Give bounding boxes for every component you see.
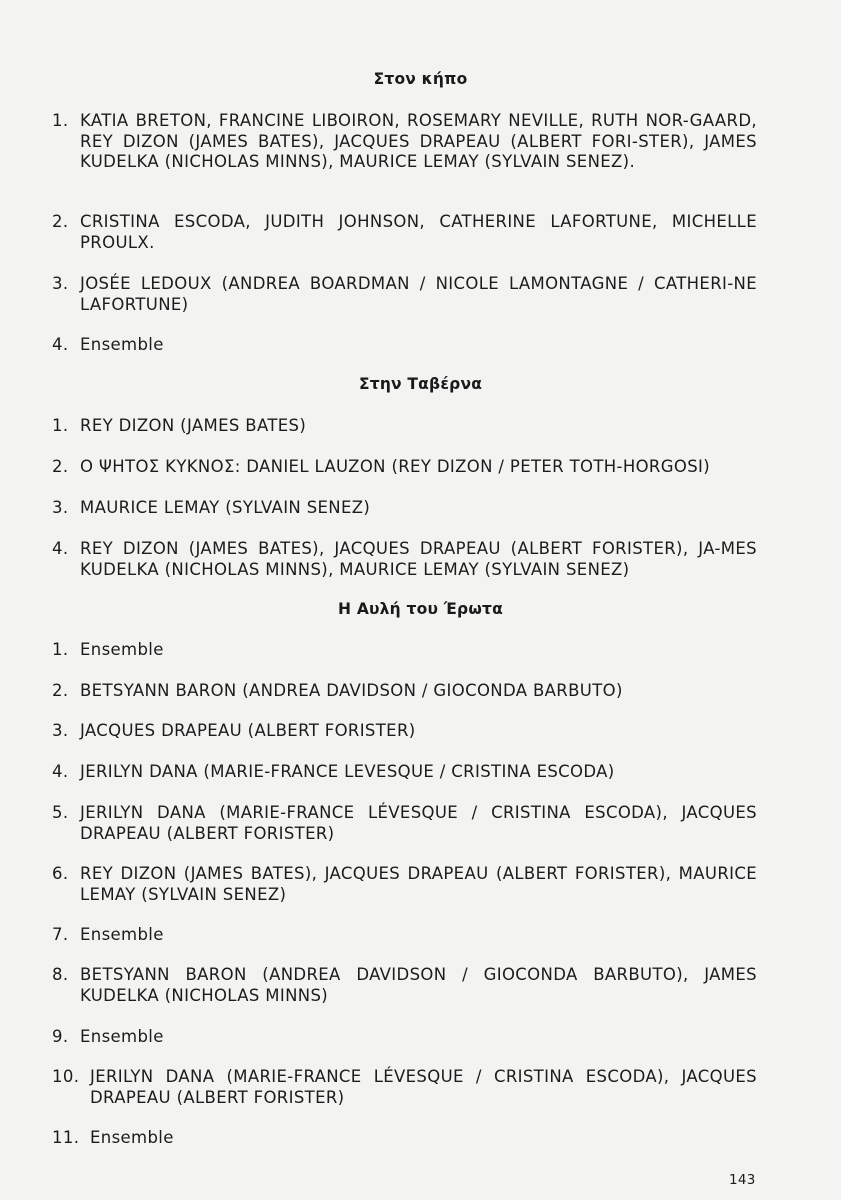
page-number: 143 xyxy=(729,1172,756,1188)
item-number: 3. xyxy=(52,274,69,293)
item-text: Ensemble xyxy=(80,1027,164,1046)
item-text: BETSYANN BARON (ANDREA DAVIDSON / GIOCONDA BARBUTO), JAMES KUDELKA (NICHOLAS MINNS) xyxy=(80,965,757,1005)
item-text: JACQUES DRAPEAU (ALBERT FORISTER) xyxy=(80,721,416,740)
list-item xyxy=(52,416,757,437)
list-item xyxy=(52,457,757,478)
list-item xyxy=(52,1027,757,1048)
list-item xyxy=(52,274,757,315)
item-number: 7. xyxy=(52,925,69,944)
item-text: JOSÉE LEDOUX (ANDREA BOARDMAN / NICOLE LAMONTAGNE / CATHERI-NE LAFORTUNE) xyxy=(80,274,757,314)
item-text: CRISTINA ESCODA, JUDITH JOHNSON, CATHERINE LAFORTUNE, MICHELLE PROULX. xyxy=(80,212,757,252)
section-title-garden: Στον κήπο xyxy=(373,70,468,88)
item-number: 1. xyxy=(52,640,69,659)
item-number: 11. xyxy=(52,1128,80,1147)
list-item xyxy=(52,335,757,356)
item-text: Ensemble xyxy=(80,335,164,354)
list-item xyxy=(52,681,757,702)
list-item xyxy=(52,640,757,661)
item-number: 2. xyxy=(52,212,69,231)
list-item xyxy=(52,498,757,519)
item-number: 5. xyxy=(52,803,69,822)
item-text: Ensemble xyxy=(80,925,164,944)
list-item xyxy=(52,539,757,580)
item-text: REY DIZON (JAMES BATES) xyxy=(80,416,307,435)
item-text: BETSYANN BARON (ANDREA DAVIDSON / GIOCONDA BARBUTO) xyxy=(80,681,623,700)
item-text: JERILYN DANA (MARIE-FRANCE LÉVESQUE / CRISTINA ESCODA), JACQUES DRAPEAU (ALBERT FORISTER) xyxy=(90,1067,757,1107)
item-number: 4. xyxy=(52,762,69,781)
item-number: 4. xyxy=(52,335,69,354)
list-item xyxy=(52,803,757,844)
item-number: 9. xyxy=(52,1027,69,1046)
list-item xyxy=(52,1128,757,1149)
item-number: 2. xyxy=(52,457,69,476)
item-text: REY DIZON (JAMES BATES), JACQUES DRAPEAU (ALBERT FORISTER), JA-MES KUDELKA (NICHOLAS MINNS), MAURICE LEMAY (SYLVAIN SENEZ) xyxy=(80,539,757,579)
item-text: Ensemble xyxy=(90,1128,174,1147)
item-text: JERILYN DANA (MARIE-FRANCE LÉVESQUE / CRISTINA ESCODA), JACQUES DRAPEAU (ALBERT FORISTER) xyxy=(80,803,757,843)
list-item xyxy=(52,1067,757,1108)
section-title-tavern: Στην Ταβέρνα xyxy=(358,375,483,393)
item-text: KATIA BRETON, FRANCINE LIBOIRON, ROSEMARY NEVILLE, RUTH NOR-GAARD, REY DIZON (JAMES BATES), JACQUES DRAPEAU (ALBERT FORI-STER), JAMES KUDELKA (NICHOLAS MINNS), MAURICE LEMAY (SYLVAIN SENEZ). xyxy=(80,111,757,171)
list-item xyxy=(52,925,757,946)
item-number: 1. xyxy=(52,416,69,435)
item-number: 4. xyxy=(52,539,69,558)
item-text: JERILYN DANA (MARIE-FRANCE LEVESQUE / CRISTINA ESCODA) xyxy=(80,762,615,781)
list-item xyxy=(52,965,757,1006)
item-text: Ensemble xyxy=(80,640,164,659)
item-number: 10. xyxy=(52,1067,80,1086)
item-number: 3. xyxy=(52,498,69,517)
item-number: 1. xyxy=(52,111,69,130)
list-item xyxy=(52,721,757,742)
item-text: REY DIZON (JAMES BATES), JACQUES DRAPEAU (ALBERT FORISTER), MAURICE LEMAY (SYLVAIN SENEZ) xyxy=(80,864,757,904)
item-text: Ο ΨΗΤΟΣ ΚΥΚΝΟΣ: DANIEL LAUZON (REY DIZON / PETER TOTH-HORGOSI) xyxy=(80,457,711,476)
list-item xyxy=(52,111,757,173)
section-title-court-of-love: Η Αυλή του Έρωτα xyxy=(338,600,503,618)
list-item xyxy=(52,212,757,253)
list-item xyxy=(52,864,757,905)
item-number: 2. xyxy=(52,681,69,700)
item-number: 6. xyxy=(52,864,69,883)
item-number: 3. xyxy=(52,721,69,740)
item-number: 8. xyxy=(52,965,69,984)
list-item xyxy=(52,762,757,783)
item-text: MAURICE LEMAY (SYLVAIN SENEZ) xyxy=(80,498,371,517)
